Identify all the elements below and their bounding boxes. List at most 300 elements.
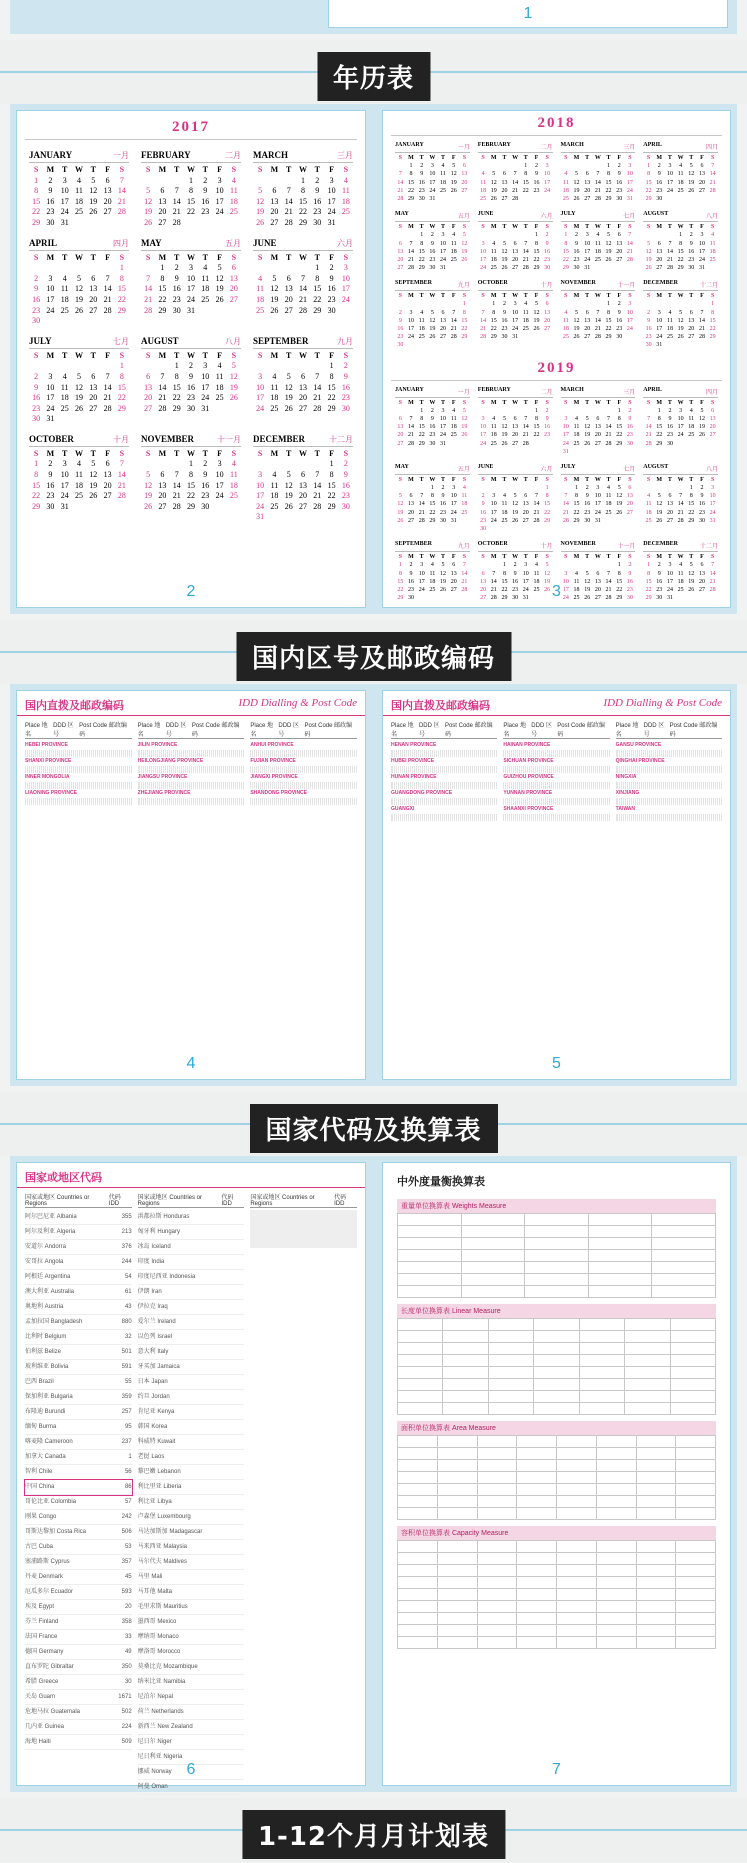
day-cell[interactable]: 27 bbox=[408, 517, 414, 524]
day-cell[interactable]: 29 bbox=[573, 517, 580, 524]
day-cell[interactable]: 26 bbox=[533, 326, 540, 332]
day-cell[interactable]: 19 bbox=[501, 256, 508, 263]
day-cell[interactable]: 7 bbox=[452, 309, 456, 316]
day-cell[interactable]: 10 bbox=[440, 240, 447, 247]
day-cell[interactable]: 26 bbox=[89, 207, 98, 217]
day-cell[interactable]: 24 bbox=[562, 440, 569, 447]
day-cell[interactable]: 15 bbox=[313, 284, 322, 294]
day-cell[interactable]: 30 bbox=[201, 501, 210, 511]
day-cell[interactable]: 24 bbox=[480, 440, 487, 447]
day-cell[interactable]: 7 bbox=[534, 493, 538, 500]
day-cell[interactable]: 21 bbox=[172, 491, 181, 501]
day-cell[interactable]: 9 bbox=[343, 470, 348, 480]
day-cell[interactable]: 9 bbox=[329, 273, 334, 283]
day-cell[interactable]: 13 bbox=[103, 186, 112, 196]
day-cell[interactable]: 30 bbox=[656, 595, 663, 602]
day-cell[interactable]: 12 bbox=[501, 424, 508, 431]
day-cell[interactable]: 17 bbox=[46, 393, 55, 403]
day-cell[interactable]: 21 bbox=[666, 256, 673, 263]
day-cell[interactable]: 21 bbox=[117, 480, 126, 490]
day-cell[interactable]: 28 bbox=[533, 517, 540, 524]
day-cell[interactable]: 28 bbox=[490, 595, 497, 602]
day-cell[interactable]: 24 bbox=[594, 509, 601, 516]
day-cell[interactable]: 13 bbox=[480, 578, 487, 585]
day-cell[interactable]: 23 bbox=[626, 586, 633, 593]
day-cell[interactable]: 13 bbox=[584, 317, 591, 324]
day-cell[interactable]: 6 bbox=[398, 415, 402, 422]
day-cell[interactable]: 27 bbox=[270, 217, 279, 227]
day-cell[interactable]: 26 bbox=[461, 256, 468, 263]
day-cell[interactable]: 20 bbox=[298, 491, 307, 501]
day-cell[interactable]: 13 bbox=[103, 470, 112, 480]
day-cell[interactable]: 29 bbox=[172, 403, 181, 413]
day-cell[interactable]: 16 bbox=[440, 501, 447, 508]
day-cell[interactable]: 17 bbox=[656, 326, 663, 332]
day-cell[interactable]: 3 bbox=[545, 163, 549, 170]
day-cell[interactable]: 19 bbox=[645, 256, 652, 263]
day-cell[interactable]: 6 bbox=[105, 175, 110, 185]
day-cell[interactable]: 16 bbox=[429, 424, 436, 431]
day-cell[interactable]: 12 bbox=[688, 570, 695, 577]
day-cell[interactable]: 2 bbox=[188, 361, 193, 371]
day-cell[interactable]: 13 bbox=[501, 179, 508, 186]
day-cell[interactable]: 16 bbox=[666, 424, 673, 431]
day-cell[interactable]: 29 bbox=[117, 305, 126, 315]
day-cell[interactable]: 31 bbox=[512, 334, 519, 341]
day-cell[interactable]: 16 bbox=[616, 317, 623, 324]
day-cell[interactable]: 25 bbox=[256, 305, 265, 315]
day-cell[interactable]: 15 bbox=[562, 248, 569, 255]
day-cell[interactable]: 29 bbox=[645, 195, 652, 202]
day-cell[interactable]: 20 bbox=[501, 187, 508, 194]
day-cell[interactable]: 8 bbox=[711, 309, 715, 316]
day-cell[interactable]: 18 bbox=[605, 501, 612, 508]
day-cell[interactable]: 31 bbox=[709, 517, 716, 524]
day-cell[interactable]: 9 bbox=[502, 309, 506, 316]
day-cell[interactable]: 26 bbox=[144, 501, 153, 511]
day-cell[interactable]: 12 bbox=[461, 415, 468, 422]
day-cell[interactable]: 19 bbox=[533, 317, 540, 324]
day-cell[interactable]: 18 bbox=[522, 317, 529, 324]
day-cell[interactable]: 3 bbox=[628, 163, 632, 170]
day-cell[interactable]: 12 bbox=[144, 480, 153, 490]
day-cell[interactable]: 29 bbox=[117, 403, 126, 413]
day-cell[interactable]: 8 bbox=[119, 371, 124, 381]
day-cell[interactable]: 4 bbox=[492, 415, 496, 422]
day-cell[interactable]: 25 bbox=[688, 432, 695, 439]
day-cell[interactable]: 12 bbox=[429, 317, 436, 324]
day-cell[interactable]: 24 bbox=[584, 256, 591, 263]
day-cell[interactable]: 3 bbox=[258, 470, 263, 480]
day-cell[interactable]: 13 bbox=[594, 578, 601, 585]
day-cell[interactable]: 27 bbox=[512, 265, 519, 272]
day-cell[interactable]: 20 bbox=[89, 393, 98, 403]
day-cell[interactable]: 26 bbox=[284, 501, 293, 511]
day-cell[interactable]: 19 bbox=[256, 207, 265, 217]
day-cell[interactable]: 6 bbox=[596, 570, 600, 577]
day-cell[interactable]: 17 bbox=[562, 586, 569, 593]
day-cell[interactable]: 22 bbox=[172, 393, 181, 403]
day-cell[interactable]: 10 bbox=[522, 570, 529, 577]
day-cell[interactable]: 8 bbox=[617, 415, 621, 422]
day-cell[interactable]: 26 bbox=[698, 432, 705, 439]
day-cell[interactable]: 22 bbox=[32, 491, 41, 501]
day-cell[interactable]: 20 bbox=[270, 207, 279, 217]
day-cell[interactable]: 13 bbox=[594, 424, 601, 431]
day-cell[interactable]: 8 bbox=[617, 570, 621, 577]
day-cell[interactable]: 1 bbox=[502, 562, 506, 569]
day-cell[interactable]: 13 bbox=[298, 480, 307, 490]
day-cell[interactable]: 10 bbox=[201, 371, 210, 381]
day-cell[interactable]: 28 bbox=[522, 265, 529, 272]
day-cell[interactable]: 21 bbox=[698, 326, 705, 332]
day-cell[interactable]: 20 bbox=[584, 187, 591, 194]
day-cell[interactable]: 18 bbox=[450, 248, 457, 255]
day-cell[interactable]: 8 bbox=[409, 171, 413, 178]
day-cell[interactable]: 25 bbox=[666, 334, 673, 341]
day-cell[interactable]: 26 bbox=[440, 586, 447, 593]
day-cell[interactable]: 5 bbox=[441, 562, 445, 569]
day-cell[interactable]: 30 bbox=[688, 265, 695, 272]
day-cell[interactable]: 27 bbox=[709, 432, 716, 439]
day-cell[interactable]: 28 bbox=[666, 265, 673, 272]
day-cell[interactable]: 10 bbox=[698, 240, 705, 247]
day-cell[interactable]: 23 bbox=[688, 256, 695, 263]
day-cell[interactable]: 10 bbox=[215, 470, 224, 480]
day-cell[interactable]: 28 bbox=[645, 440, 652, 447]
day-cell[interactable]: 15 bbox=[172, 382, 181, 392]
day-cell[interactable]: 14 bbox=[397, 179, 404, 186]
day-cell[interactable]: 14 bbox=[512, 179, 519, 186]
day-cell[interactable]: 16 bbox=[626, 578, 633, 585]
day-cell[interactable]: 21 bbox=[522, 256, 529, 263]
day-cell[interactable]: 18 bbox=[270, 393, 279, 403]
day-cell[interactable]: 12 bbox=[677, 317, 684, 324]
day-cell[interactable]: 12 bbox=[450, 171, 457, 178]
day-cell[interactable]: 17 bbox=[186, 284, 195, 294]
day-cell[interactable]: 18 bbox=[480, 187, 487, 194]
day-cell[interactable]: 30 bbox=[46, 501, 55, 511]
day-cell[interactable]: 20 bbox=[698, 179, 705, 186]
day-cell[interactable]: 20 bbox=[397, 432, 404, 439]
day-cell[interactable]: 14 bbox=[480, 317, 487, 324]
day-cell[interactable]: 10 bbox=[46, 284, 55, 294]
day-cell[interactable]: 5 bbox=[91, 459, 96, 469]
day-cell[interactable]: 26 bbox=[573, 334, 580, 341]
day-cell[interactable]: 4 bbox=[668, 309, 672, 316]
day-cell[interactable]: 16 bbox=[573, 248, 580, 255]
day-cell[interactable]: 13 bbox=[284, 284, 293, 294]
day-cell[interactable]: 12 bbox=[74, 382, 83, 392]
day-cell[interactable]: 15 bbox=[677, 248, 684, 255]
day-cell[interactable]: 24 bbox=[490, 517, 497, 524]
day-cell[interactable]: 11 bbox=[60, 284, 69, 294]
day-cell[interactable]: 19 bbox=[584, 432, 591, 439]
day-cell[interactable]: 14 bbox=[313, 382, 322, 392]
day-cell[interactable]: 27 bbox=[229, 294, 238, 304]
day-cell[interactable]: 15 bbox=[327, 382, 336, 392]
day-cell[interactable]: 8 bbox=[34, 186, 39, 196]
day-cell[interactable]: 23 bbox=[327, 294, 336, 304]
day-cell[interactable]: 2 bbox=[585, 485, 589, 492]
day-cell[interactable]: 4 bbox=[452, 407, 456, 414]
day-cell[interactable]: 27 bbox=[158, 217, 167, 227]
day-cell[interactable]: 15 bbox=[688, 501, 695, 508]
day-cell[interactable]: 28 bbox=[103, 403, 112, 413]
day-cell[interactable]: 29 bbox=[645, 595, 652, 602]
day-cell[interactable]: 28 bbox=[480, 334, 487, 341]
day-cell[interactable]: 15 bbox=[186, 480, 195, 490]
day-cell[interactable]: 25 bbox=[677, 586, 684, 593]
day-cell[interactable]: 11 bbox=[440, 171, 446, 178]
day-cell[interactable]: 3 bbox=[481, 415, 485, 422]
day-cell[interactable]: 12 bbox=[397, 501, 404, 508]
day-cell[interactable]: 19 bbox=[616, 501, 623, 508]
day-cell[interactable]: 28 bbox=[397, 195, 404, 202]
day-cell[interactable]: 14 bbox=[594, 179, 601, 186]
day-cell[interactable]: 13 bbox=[270, 196, 279, 206]
day-cell[interactable]: 11 bbox=[450, 240, 457, 247]
day-cell[interactable]: 20 bbox=[440, 326, 447, 332]
day-cell[interactable]: 10 bbox=[626, 171, 633, 178]
day-cell[interactable]: 12 bbox=[490, 179, 497, 186]
day-cell[interactable]: 16 bbox=[501, 317, 508, 324]
day-cell[interactable]: 21 bbox=[298, 294, 307, 304]
day-cell[interactable]: 4 bbox=[534, 562, 538, 569]
day-cell[interactable]: 8 bbox=[188, 470, 193, 480]
day-cell[interactable]: 19 bbox=[440, 578, 447, 585]
day-cell[interactable]: 27 bbox=[626, 509, 633, 516]
day-cell[interactable]: 30 bbox=[616, 195, 623, 202]
day-cell[interactable]: 17 bbox=[584, 248, 591, 255]
day-cell[interactable]: 27 bbox=[450, 586, 457, 593]
day-cell[interactable]: 3 bbox=[217, 175, 222, 185]
day-cell[interactable]: 22 bbox=[186, 207, 195, 217]
day-cell[interactable]: 12 bbox=[533, 309, 540, 316]
day-cell[interactable]: 25 bbox=[501, 517, 508, 524]
day-cell[interactable]: 25 bbox=[677, 187, 684, 194]
day-cell[interactable]: 28 bbox=[605, 595, 612, 602]
day-cell[interactable]: 16 bbox=[645, 326, 652, 332]
day-cell[interactable]: 7 bbox=[711, 163, 715, 170]
day-cell[interactable]: 29 bbox=[544, 517, 551, 524]
day-cell[interactable]: 12 bbox=[544, 570, 551, 577]
day-cell[interactable]: 30 bbox=[440, 517, 447, 524]
day-cell[interactable]: 14 bbox=[626, 240, 633, 247]
day-cell[interactable]: 10 bbox=[450, 493, 457, 500]
day-cell[interactable]: 13 bbox=[666, 501, 673, 508]
day-cell[interactable]: 19 bbox=[270, 294, 279, 304]
day-cell[interactable]: 21 bbox=[490, 586, 497, 593]
day-cell[interactable]: 12 bbox=[512, 501, 519, 508]
day-cell[interactable]: 11 bbox=[490, 248, 497, 255]
day-cell[interactable]: 16 bbox=[584, 501, 591, 508]
day-cell[interactable]: 22 bbox=[117, 393, 126, 403]
day-cell[interactable]: 11 bbox=[501, 501, 508, 508]
day-cell[interactable]: 6 bbox=[502, 171, 506, 178]
day-cell[interactable]: 3 bbox=[700, 232, 704, 239]
day-cell[interactable]: 29 bbox=[327, 403, 336, 413]
day-cell[interactable]: 22 bbox=[544, 509, 551, 516]
day-cell[interactable]: 15 bbox=[573, 501, 580, 508]
day-cell[interactable]: 20 bbox=[158, 491, 167, 501]
day-cell[interactable]: 16 bbox=[341, 480, 350, 490]
day-cell[interactable]: 25 bbox=[450, 432, 457, 439]
day-cell[interactable]: 4 bbox=[679, 562, 683, 569]
day-cell[interactable]: 4 bbox=[441, 163, 445, 170]
day-cell[interactable]: 22 bbox=[186, 491, 195, 501]
day-cell[interactable]: 14 bbox=[533, 501, 540, 508]
day-cell[interactable]: 2 bbox=[545, 407, 549, 414]
day-cell[interactable]: 7 bbox=[105, 273, 110, 283]
day-cell[interactable]: 22 bbox=[461, 326, 468, 332]
day-cell[interactable]: 10 bbox=[490, 501, 497, 508]
day-cell[interactable]: 26 bbox=[461, 432, 468, 439]
day-cell[interactable]: 7 bbox=[524, 240, 528, 247]
day-cell[interactable]: 5 bbox=[657, 493, 661, 500]
day-cell[interactable]: 24 bbox=[341, 294, 350, 304]
day-cell[interactable]: 19 bbox=[215, 284, 224, 294]
day-cell[interactable]: 6 bbox=[628, 485, 632, 492]
day-cell[interactable]: 9 bbox=[315, 186, 320, 196]
day-cell[interactable]: 1 bbox=[34, 175, 39, 185]
day-cell[interactable]: 23 bbox=[512, 586, 519, 593]
day-cell[interactable]: 24 bbox=[656, 334, 663, 341]
day-cell[interactable]: 26 bbox=[605, 256, 612, 263]
day-cell[interactable]: 22 bbox=[677, 256, 684, 263]
day-cell[interactable]: 8 bbox=[607, 171, 611, 178]
day-cell[interactable]: 29 bbox=[605, 195, 612, 202]
day-cell[interactable]: 24 bbox=[215, 491, 224, 501]
day-cell[interactable]: 31 bbox=[594, 517, 601, 524]
day-cell[interactable]: 25 bbox=[341, 207, 350, 217]
day-cell[interactable]: 2 bbox=[343, 459, 348, 469]
day-cell[interactable]: 2 bbox=[398, 309, 402, 316]
day-cell[interactable]: 15 bbox=[397, 578, 404, 585]
day-cell[interactable]: 6 bbox=[596, 415, 600, 422]
day-cell[interactable]: 11 bbox=[594, 240, 601, 247]
day-cell[interactable]: 17 bbox=[201, 382, 210, 392]
day-cell[interactable]: 9 bbox=[481, 501, 485, 508]
day-cell[interactable]: 23 bbox=[172, 294, 181, 304]
day-cell[interactable]: 18 bbox=[594, 248, 601, 255]
day-cell[interactable]: 21 bbox=[103, 393, 112, 403]
day-cell[interactable]: 18 bbox=[490, 432, 497, 439]
day-cell[interactable]: 23 bbox=[656, 586, 663, 593]
day-cell[interactable]: 29 bbox=[461, 334, 468, 341]
day-cell[interactable]: 22 bbox=[605, 187, 612, 194]
day-cell[interactable]: 29 bbox=[32, 501, 41, 511]
day-cell[interactable]: 24 bbox=[562, 595, 569, 602]
day-cell[interactable]: 16 bbox=[327, 284, 336, 294]
day-cell[interactable]: 24 bbox=[60, 207, 69, 217]
day-cell[interactable]: 15 bbox=[117, 284, 126, 294]
day-cell[interactable]: 12 bbox=[698, 415, 705, 422]
day-cell[interactable]: 9 bbox=[203, 470, 208, 480]
day-cell[interactable]: 14 bbox=[418, 501, 425, 508]
day-cell[interactable]: 5 bbox=[700, 407, 704, 414]
day-cell[interactable]: 24 bbox=[327, 207, 336, 217]
day-cell[interactable]: 6 bbox=[160, 470, 165, 480]
day-cell[interactable]: 26 bbox=[501, 440, 508, 447]
day-cell[interactable]: 31 bbox=[186, 305, 195, 315]
day-cell[interactable]: 26 bbox=[215, 294, 224, 304]
day-cell[interactable]: 12 bbox=[461, 240, 468, 247]
day-cell[interactable]: 24 bbox=[201, 393, 210, 403]
day-cell[interactable]: 3 bbox=[492, 493, 496, 500]
day-cell[interactable]: 1 bbox=[679, 232, 683, 239]
day-cell[interactable]: 14 bbox=[594, 317, 601, 324]
day-cell[interactable]: 26 bbox=[677, 334, 684, 341]
day-cell[interactable]: 20 bbox=[158, 207, 167, 217]
day-cell[interactable]: 20 bbox=[688, 326, 695, 332]
day-cell[interactable]: 3 bbox=[668, 562, 672, 569]
day-cell[interactable]: 28 bbox=[605, 440, 612, 447]
day-cell[interactable]: 28 bbox=[284, 217, 293, 227]
day-cell[interactable]: 18 bbox=[215, 382, 224, 392]
day-cell[interactable]: 8 bbox=[329, 470, 334, 480]
day-cell[interactable]: 14 bbox=[103, 382, 112, 392]
day-cell[interactable]: 30 bbox=[418, 195, 425, 202]
day-cell[interactable]: 30 bbox=[626, 440, 633, 447]
day-cell[interactable]: 10 bbox=[594, 493, 601, 500]
day-cell[interactable]: 9 bbox=[34, 382, 39, 392]
day-cell[interactable]: 28 bbox=[709, 586, 716, 593]
day-cell[interactable]: 28 bbox=[461, 586, 468, 593]
day-cell[interactable]: 15 bbox=[408, 179, 414, 186]
day-cell[interactable]: 24 bbox=[60, 491, 69, 501]
day-cell[interactable]: 30 bbox=[341, 501, 350, 511]
day-cell[interactable]: 20 bbox=[480, 586, 487, 593]
day-cell[interactable]: 27 bbox=[440, 334, 447, 341]
day-cell[interactable]: 17 bbox=[698, 248, 705, 255]
day-cell[interactable]: 8 bbox=[420, 415, 424, 422]
day-cell[interactable]: 7 bbox=[286, 186, 291, 196]
day-cell[interactable]: 22 bbox=[616, 586, 623, 593]
day-cell[interactable]: 3 bbox=[585, 232, 589, 239]
day-cell[interactable]: 5 bbox=[398, 493, 402, 500]
day-cell[interactable]: 9 bbox=[48, 470, 53, 480]
day-cell[interactable]: 5 bbox=[286, 371, 291, 381]
day-cell[interactable]: 11 bbox=[490, 424, 497, 431]
day-cell[interactable]: 9 bbox=[420, 171, 424, 178]
day-cell[interactable]: 27 bbox=[397, 440, 404, 447]
day-cell[interactable]: 9 bbox=[48, 186, 53, 196]
day-cell[interactable]: 24 bbox=[480, 265, 487, 272]
day-cell[interactable]: 4 bbox=[564, 171, 568, 178]
day-cell[interactable]: 21 bbox=[709, 179, 716, 186]
day-cell[interactable]: 28 bbox=[172, 217, 181, 227]
day-cell[interactable]: 4 bbox=[711, 232, 715, 239]
day-cell[interactable]: 31 bbox=[256, 512, 265, 522]
day-cell[interactable]: 19 bbox=[656, 509, 663, 516]
day-cell[interactable]: 12 bbox=[501, 248, 508, 255]
day-cell[interactable]: 1 bbox=[329, 361, 334, 371]
day-cell[interactable]: 12 bbox=[656, 501, 663, 508]
day-cell[interactable]: 30 bbox=[480, 526, 487, 532]
day-cell[interactable]: 2 bbox=[657, 562, 661, 569]
day-cell[interactable]: 20 bbox=[89, 294, 98, 304]
day-cell[interactable]: 14 bbox=[144, 284, 153, 294]
day-cell[interactable]: 2 bbox=[657, 163, 661, 170]
day-cell[interactable]: 10 bbox=[626, 309, 633, 316]
day-cell[interactable]: 19 bbox=[490, 187, 497, 194]
day-cell[interactable]: 22 bbox=[32, 207, 41, 217]
day-cell[interactable]: 1 bbox=[420, 407, 424, 414]
day-cell[interactable]: 16 bbox=[656, 578, 663, 585]
day-cell[interactable]: 31 bbox=[656, 342, 663, 349]
day-cell[interactable]: 7 bbox=[409, 240, 413, 247]
